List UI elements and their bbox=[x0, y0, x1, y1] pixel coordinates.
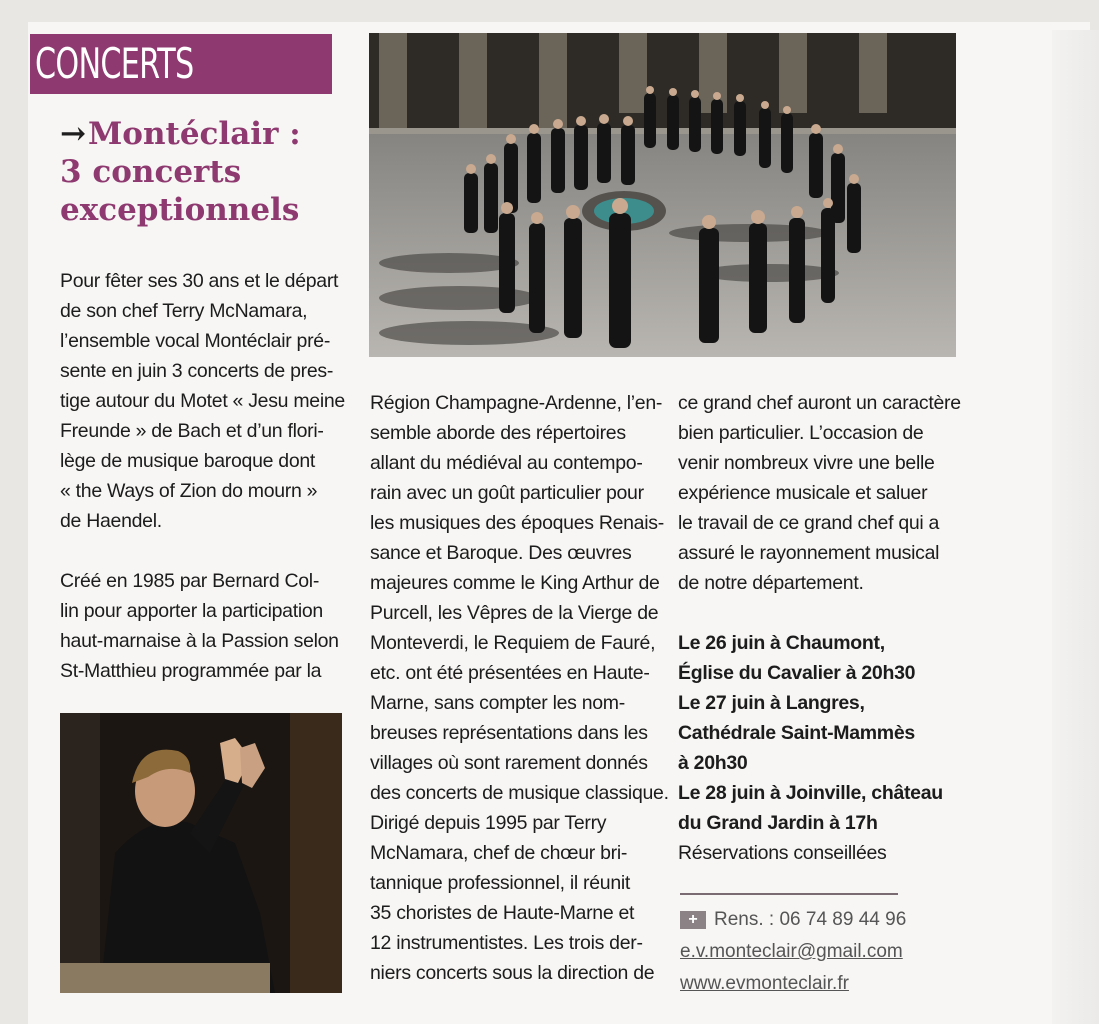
text-line: Marne, sans compter les nom- bbox=[370, 692, 625, 714]
section-label: CONCERTS bbox=[30, 34, 332, 94]
text-line: de Haendel. bbox=[60, 510, 162, 532]
text-line: 35 choristes de Haute-Marne et bbox=[370, 902, 635, 924]
text-line: lège de musique baroque dont bbox=[60, 450, 316, 472]
date-line: Le 27 juin à Langres, bbox=[678, 692, 865, 714]
text-line: Région Champagne-Ardenne, l’en- bbox=[370, 392, 663, 414]
reservation-note: Réservations conseillées bbox=[678, 842, 887, 864]
text-line: des concerts de musique classique. bbox=[370, 782, 669, 804]
text-line: assuré le rayonnement musical bbox=[678, 542, 940, 564]
website-link[interactable]: www.evmonteclair.fr bbox=[680, 973, 849, 994]
email-link[interactable]: e.v.monteclair@gmail.com bbox=[680, 941, 903, 962]
text-line: l’ensemble vocal Montéclair pré- bbox=[60, 330, 331, 352]
text-line: expérience musicale et saluer bbox=[678, 482, 928, 504]
concert-dates bbox=[678, 628, 963, 838]
text-line: de notre département. bbox=[678, 572, 864, 594]
text-line: majeures comme le King Arthur de bbox=[370, 572, 660, 594]
choir-illustration bbox=[369, 33, 956, 357]
choir-photo bbox=[369, 33, 956, 357]
article-headline: →Montéclair : 3 concerts exceptionnels bbox=[60, 116, 301, 228]
text-line: Créé en 1985 par Bernard Col- bbox=[60, 570, 320, 592]
text-line: sance et Baroque. Des œuvres bbox=[370, 542, 632, 564]
text-line: sente en juin 3 concerts de pres- bbox=[60, 360, 334, 382]
plus-icon: + bbox=[680, 911, 706, 929]
text-line: rain avec un goût particulier pour bbox=[370, 482, 644, 504]
text-line: lin pour apporter la participation bbox=[60, 600, 323, 622]
conductor-illustration bbox=[60, 713, 342, 993]
text-line: Pour fêter ses 30 ans et le départ bbox=[60, 270, 339, 292]
article-column-1 bbox=[60, 266, 345, 686]
date-line: Église du Cavalier à 20h30 bbox=[678, 662, 916, 684]
text-line: semble aborde des répertoires bbox=[370, 422, 626, 444]
paragraph-gap bbox=[60, 536, 342, 566]
date-line: du Grand Jardin à 17h bbox=[678, 812, 878, 834]
date-line: Cathédrale Saint-Mammès bbox=[678, 722, 915, 744]
text-line: le travail de ce grand chef qui a bbox=[678, 512, 940, 534]
article-column-3 bbox=[678, 388, 963, 868]
text-line: haut-marnaise à la Passion selon bbox=[60, 630, 339, 652]
text-line: Dirigé depuis 1995 par Terry bbox=[370, 812, 607, 834]
date-line: à 20h30 bbox=[678, 752, 748, 774]
text-line: villages où sont rarement donnés bbox=[370, 752, 648, 774]
text-line: venir nombreux vivre une belle bbox=[678, 452, 935, 474]
text-line: tige autour du Motet « Jesu meine bbox=[60, 390, 345, 412]
text-line: tannique professionnel, il réunit bbox=[370, 872, 631, 894]
paragraph-gap bbox=[678, 598, 963, 628]
text-line: Freunde » de Bach et d’un flori- bbox=[60, 420, 324, 442]
text-line: allant du médiéval au contempo- bbox=[370, 452, 643, 474]
text-line: « the Ways of Zion do mourn » bbox=[60, 480, 318, 502]
text-line: 12 instrumentistes. Les trois der- bbox=[370, 932, 643, 954]
phone-text: Rens. : 06 74 89 44 96 bbox=[714, 909, 907, 930]
text-line: St-Matthieu programmée par la bbox=[60, 660, 322, 682]
text-line: breuses représentations dans les bbox=[370, 722, 648, 744]
text-line: bien particulier. L’occasion de bbox=[678, 422, 924, 444]
text-line: etc. ont été présentées en Haute- bbox=[370, 662, 650, 684]
text-line: de son chef Terry McNamara, bbox=[60, 300, 308, 322]
text-line: Purcell, les Vêpres de la Vierge de bbox=[370, 602, 659, 624]
text-line: McNamara, chef de chœur bri- bbox=[370, 842, 628, 864]
text-line: Monteverdi, le Requiem de Fauré, bbox=[370, 632, 656, 654]
text-line: ce grand chef auront un caractère bbox=[678, 392, 961, 414]
arrow-icon: → bbox=[60, 116, 86, 152]
phone-row bbox=[680, 904, 906, 936]
contact-divider bbox=[680, 893, 898, 895]
text-line: les musiques des époques Renais- bbox=[370, 512, 664, 534]
date-line: Le 26 juin à Chaumont, bbox=[678, 632, 885, 654]
article-column-2 bbox=[370, 388, 669, 988]
conductor-photo bbox=[60, 713, 342, 993]
date-line: Le 28 juin à Joinville, château bbox=[678, 782, 943, 804]
contact-block bbox=[680, 904, 906, 1000]
next-page-edge bbox=[1052, 30, 1099, 1024]
text-line: niers concerts sous la direction de bbox=[370, 962, 655, 984]
